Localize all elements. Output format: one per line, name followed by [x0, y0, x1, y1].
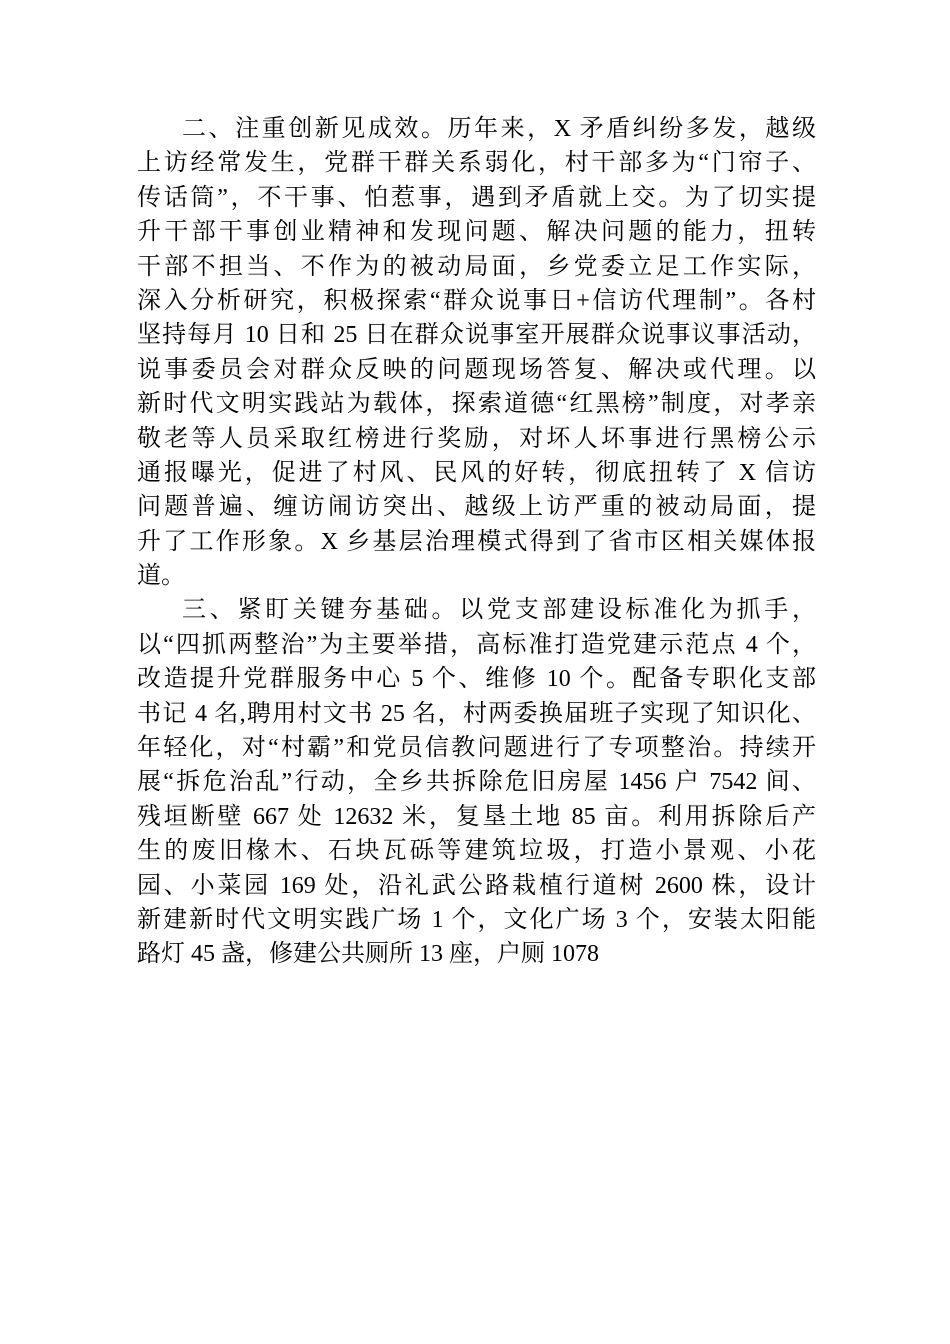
- text-line: 坚持每月 10 日和 25 日在群众说事室开展群众说事议事活动，: [137, 322, 816, 349]
- text-line: 年轻化，对“村霸”和党员信教问题进行了专项整治。持续开: [137, 735, 816, 762]
- paragraph: [137, 593, 816, 971]
- text-line: 敬老等人员采取红榜进行奖励，对坏人坏事进行黑榜公示: [137, 425, 816, 452]
- text-line: 问题普遍、缠访闹访突出、越级上访严重的被动局面，提: [137, 494, 816, 521]
- text-line: 说事委员会对群众反映的问题现场答复、解决或代理。以: [137, 356, 816, 383]
- text-line: 改造提升党群服务中心 5 个、维修 10 个。配备专职化支部: [137, 666, 816, 693]
- text-line: 深入分析研究，积极探索“群众说事日+信访代理制”。各村: [137, 287, 816, 314]
- text-line: 通报曝光，促进了村风、民风的好转，彻底扭转了 X 信访: [137, 459, 816, 486]
- text-line: 上访经常发生，党群干群关系弱化，村干部多为“门帘子、: [137, 150, 816, 177]
- document-body: [137, 112, 816, 972]
- text-line: 新建新时代文明实践广场 1 个，文化广场 3 个，安装太阳能: [137, 906, 816, 933]
- text-line: 道。: [137, 563, 185, 590]
- text-line: 传话筒”，不干事、怕惹事，遇到矛盾就上交。为了切实提: [137, 184, 816, 211]
- text-line: 新时代文明实践站为载体，探索道德“红黑榜”制度，对孝亲: [137, 391, 816, 418]
- text-line: 升干部干事创业精神和发现问题、解决问题的能力，扭转: [137, 219, 816, 246]
- paragraph: [137, 112, 816, 593]
- text-line: 生的废旧椽木、石块瓦砾等建筑垃圾，打造小景观、小花: [137, 838, 816, 865]
- text-line: 残垣断壁 667 处 12632 米，复垦土地 85 亩。利用拆除后产: [137, 803, 816, 830]
- text-line: 园、小菜园 169 处，沿礼武公路栽植行道树 2600 株，设计: [137, 872, 816, 899]
- text-line: 以“四抓两整治”为主要举措，高标准打造党建示范点 4 个，: [137, 631, 816, 658]
- text-line: 干部不担当、不作为的被动局面，乡党委立足工作实际，: [137, 253, 816, 280]
- text-line: 展“拆危治乱”行动，全乡共拆除危旧房屋 1456 户 7542 间、: [137, 769, 816, 796]
- text-line: 升了工作形象。X 乡基层治理模式得到了省市区相关媒体报: [137, 528, 816, 555]
- text-line: 路灯 45 盏，修建公共厕所 13 座，户厕 1078: [137, 941, 599, 968]
- text-line: 三、紧盯关键夯基础。以党支部建设标准化为抓手，: [182, 597, 816, 624]
- text-line: 书记 4 名,聘用村文书 25 名，村两委换届班子实现了知识化、: [137, 700, 816, 727]
- text-line: 二、注重创新见成效。历年来，X 矛盾纠纷多发，越级: [182, 116, 816, 142]
